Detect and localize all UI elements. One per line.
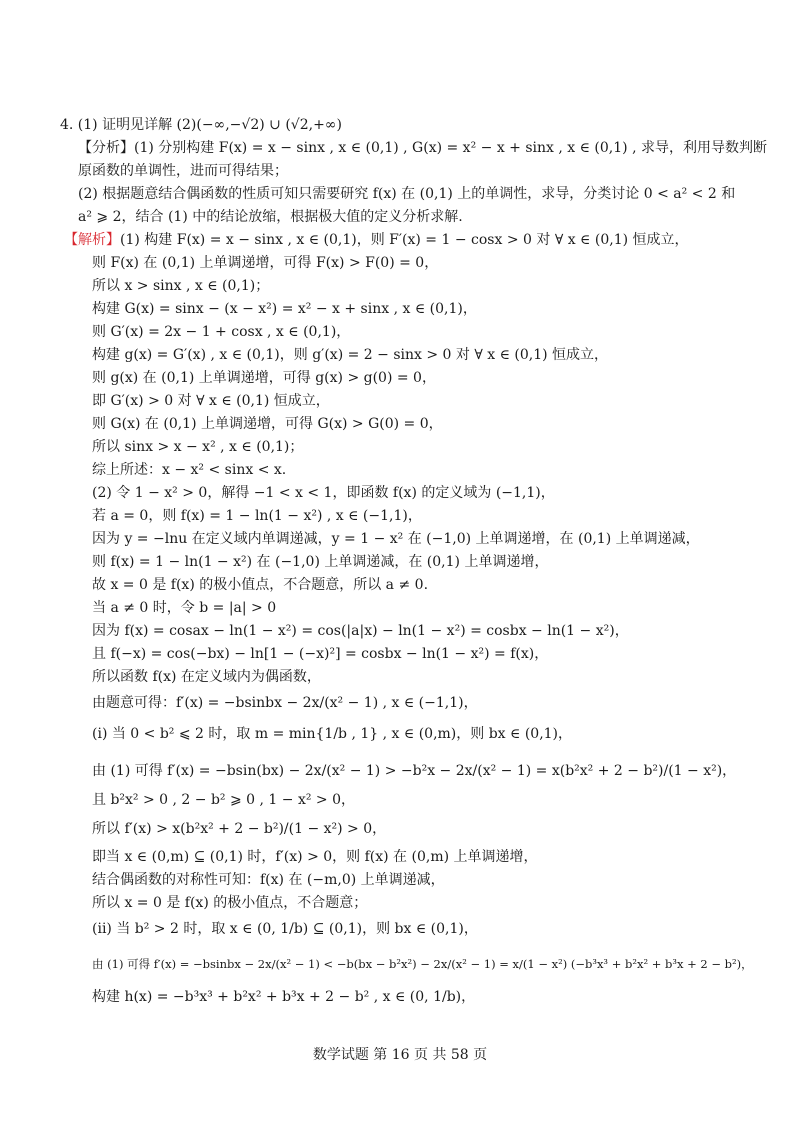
text-line [92,300,477,318]
line-text: 所以 f′(x) > x(b²x² + 2 − b²)/(1 − x²) > 0， [92,821,387,837]
text-line [92,791,355,809]
text-line [78,185,735,203]
text-line [92,530,700,548]
text-line [92,871,445,889]
text-line [92,484,555,502]
text-line [92,920,478,938]
text-line [92,346,608,364]
line-text: 故 x = 0 是 f(x) 的极小值点，不合题意，所以 a ≠ 0. [92,577,429,593]
line-text: 由 (1) 可得 f′(x) = −bsin(bx) − 2x/(x² − 1) > −b²x − 2x/(x² − 1) = x(b²x² + 2 − b²)/(1 − x²)， [92,763,737,779]
line-text: 所以 x = 0 是 f(x) 的极小值点，不合题意； [92,895,368,911]
line-text: 因为 y = −lnu 在定义域内单调递减，y = 1 − x² 在 (−1,0) 上单调递增，在 (0,1) 上单调递减， [92,531,700,547]
text-line [92,415,443,433]
text-line [64,231,689,249]
text-line [92,392,330,410]
text-line [92,762,736,780]
line-text: 所以 sinx > x − x² , x ∈ (0,1)； [92,439,304,455]
line-text: 结合偶函数的对称性可知：f(x) 在 (−m,0) 上单调递减， [92,872,445,888]
line-text: (i) 当 0 < b² ⩽ 2 时，取 m = min{1/b , 1} , x ∈ (0,m)，则 bx ∈ (0,1)， [92,726,573,742]
line-text: 构建 h(x) = −b³x³ + b²x² + b³x + 2 − b² , x ∈ (0, 1/b)， [92,989,476,1005]
line-text: 若 a = 0，则 f(x) = 1 − ln(1 − x²) , x ∈ (−1,1)， [92,508,422,524]
line-text: 由题意可得：f′(x) = −bsinbx − 2x/(x² − 1) , x ∈ (−1,1)， [92,695,478,711]
text-line [92,553,548,571]
text-line [92,820,386,838]
text-line [92,576,428,594]
line-text: 且 f(−x) = cos(−bx) − ln[1 − (−x)²] = cosbx − ln(1 − x²) = f(x)， [92,646,549,662]
line-text: 所以 x > sinx , x ∈ (0,1)； [92,278,270,294]
line-text: 由 (1) 可得 f′(x) = −bsinbx − 2x/(x² − 1) < −b(bx − b²x²) − 2x/(x² − 1) = x/(1 − x²) (−b³x³ + b²x² + b³x + 2 − b²)， [92,957,753,971]
text-line [92,988,475,1006]
text-line [92,599,276,617]
line-text: 则 g(x) 在 (0,1) 上单调递增，可得 g(x) > g(0) = 0， [92,370,436,386]
text-line [92,438,303,456]
line-text: 即当 x ∈ (0,m) ⊆ (0,1) 时，f′(x) > 0，则 f(x) 在 (0,m) 上单调递增， [92,849,538,865]
text-line [92,622,629,640]
line-text: 构建 g(x) = G′(x) , x ∈ (0,1)，则 g′(x) = 2 − sinx > 0 对 ∀ x ∈ (0,1) 恒成立， [92,347,609,363]
analysis-tag: 【解析】 [64,232,120,248]
line-text: (1) 构建 F(x) = x − sinx , x ∈ (0,1)，则 F′(x) = 1 − cosx > 0 对 ∀ x ∈ (0,1) 恒成立， [120,232,689,248]
line-text: a² ⩾ 2，结合 (1) 中的结论放缩，根据极大值的定义分析求解. [78,209,463,225]
line-text: 综上所述：x − x² < sinx < x. [92,462,287,478]
line-text: 即 G′(x) > 0 对 ∀ x ∈ (0,1) 恒成立， [92,393,330,409]
line-text: (ii) 当 b² > 2 时，取 x ∈ (0, 1/b) ⊆ (0,1)，则 bx ∈ (0,1)， [92,921,478,937]
text-line [92,848,538,866]
text-line [92,461,286,479]
text-line [92,725,572,743]
text-line [92,645,548,663]
line-text: 则 G′(x) = 2x − 1 + cosx , x ∈ (0,1)， [92,324,351,340]
line-text: 则 F(x) 在 (0,1) 上单调递增，可得 F(x) > F(0) = 0， [92,255,439,271]
line-text: (2) 根据题意结合偶函数的性质可知只需要研究 f(x) 在 (0,1) 上的单调性，求导，分类讨论 0 < a² < 2 和 [78,186,736,202]
text-line [78,208,463,226]
line-text: 4. (1) 证明见详解 (2)(−∞,−√2) ∪ (√2,+∞) [60,117,342,133]
text-line [92,277,269,295]
line-text: 构建 G(x) = sinx − (x − x²) = x² − x + sinx , x ∈ (0,1)， [92,301,477,317]
page-footer: 数学试题 第 16 页 共 58 页 [312,1047,488,1063]
text-line [92,668,321,686]
text-line [92,254,438,272]
line-text: 因为 f(x) = cosax − ln(1 − x²) = cos(|a|x) − ln(1 − x²) = cosbx − ln(1 − x²)， [92,623,629,639]
text-line [92,694,478,712]
text-line [92,894,367,912]
text-line [92,507,422,525]
line-text: 当 a ≠ 0 时，令 b = |a| > 0 [92,600,277,616]
text-line [92,369,436,387]
text-line [92,323,350,341]
line-text: (2) 令 1 − x² > 0，解得 −1 < x < 1，即函数 f(x) 的定义域为 (−1,1)， [92,485,555,501]
line-text: 且 b²x² > 0 , 2 − b² ⩾ 0 , 1 − x² > 0， [92,792,356,808]
text-line [78,162,288,180]
text-line [92,955,753,973]
line-text: 所以函数 f(x) 在定义域内为偶函数， [92,669,321,685]
line-text: 则 G(x) 在 (0,1) 上单调递增，可得 G(x) > G(0) = 0， [92,416,443,432]
line-text: 【分析】(1) 分别构建 F(x) = x − sinx , x ∈ (0,1) , G(x) = x² − x + sinx , x ∈ (0,1) , 求导，利用导数判断 [78,140,767,156]
text-line [78,139,767,157]
line-text: 则 f(x) = 1 − ln(1 − x²) 在 (−1,0) 上单调递减，在 (0,1) 上单调递增， [92,554,549,570]
text-line [60,116,342,134]
line-text: 原函数的单调性，进而可得结果； [78,163,288,179]
